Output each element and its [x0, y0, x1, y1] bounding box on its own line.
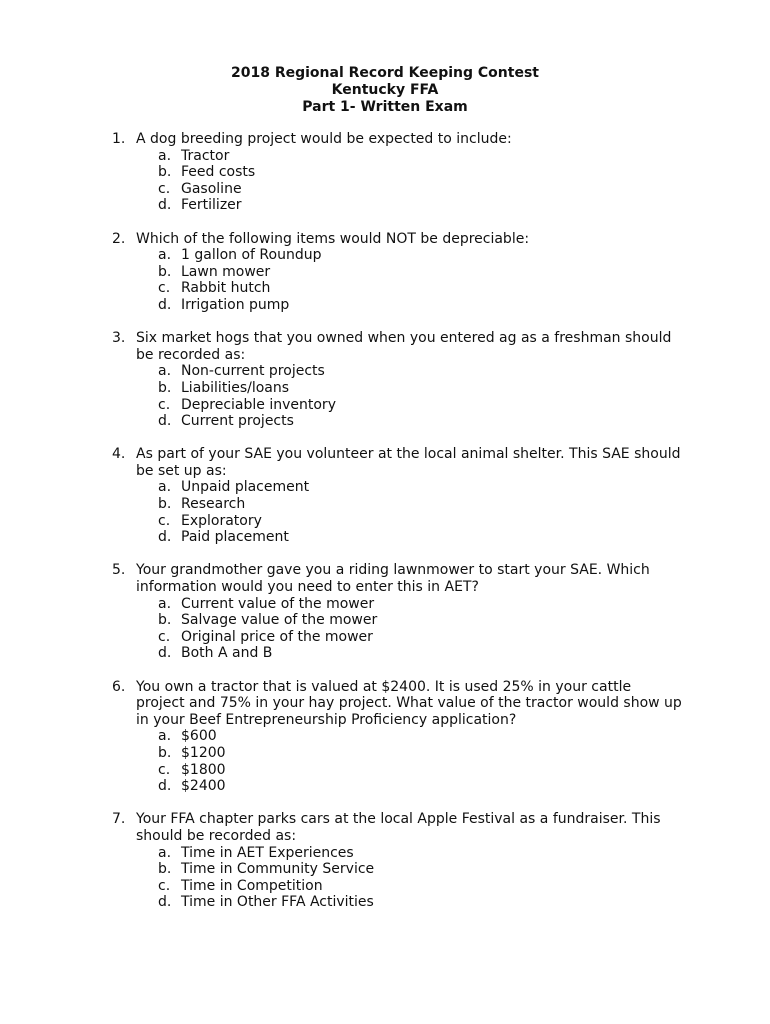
option-letter: c.	[158, 628, 171, 645]
answer-option	[136, 181, 682, 198]
answer-option	[136, 596, 682, 613]
question-3	[112, 330, 682, 430]
question-number: 4.	[112, 446, 126, 463]
answer-options	[136, 479, 682, 545]
answer-options	[136, 596, 682, 662]
option-letter: a.	[158, 479, 172, 496]
option-letter: d.	[158, 645, 172, 662]
option-letter: d.	[158, 778, 172, 795]
question-list	[112, 131, 682, 928]
option-letter: b.	[158, 164, 172, 181]
option-letter: b.	[158, 744, 172, 761]
option-text: Gasoline	[181, 180, 242, 197]
answer-option	[136, 479, 682, 496]
question-text: Your grandmother gave you a riding lawnmower to start your SAE. Which information would you need to enter this in AET?	[136, 562, 650, 596]
option-letter: a.	[158, 728, 172, 745]
option-text: Original price of the mower	[181, 628, 373, 645]
option-letter: d.	[158, 296, 172, 313]
option-text: Salvage value of the mower	[181, 612, 378, 629]
answer-option	[136, 745, 682, 762]
option-text: $600	[181, 728, 217, 745]
option-letter: a.	[158, 363, 172, 380]
option-letter: c.	[158, 761, 171, 778]
option-letter: b.	[158, 861, 172, 878]
answer-option	[136, 645, 682, 662]
question-number: 6.	[112, 678, 126, 695]
option-letter: b.	[158, 263, 172, 280]
contest-title: 2018 Regional Record Keeping Contest	[231, 65, 539, 81]
answer-option	[136, 878, 682, 895]
option-text: Time in AET Experiences	[181, 844, 354, 861]
option-text: Rabbit hutch	[181, 280, 271, 297]
option-text: Liabilities/loans	[181, 379, 290, 396]
option-text: Both A and B	[181, 645, 273, 662]
answer-options	[136, 363, 682, 429]
answer-option	[136, 380, 682, 397]
option-text: Fertilizer	[181, 197, 242, 214]
answer-option	[136, 297, 682, 314]
option-letter: d.	[158, 413, 172, 430]
question-text: A dog breeding project would be expected to include:	[136, 131, 512, 147]
option-text: 1 gallon of Roundup	[181, 247, 322, 264]
organization-name: Kentucky FFA	[331, 82, 439, 98]
question-2	[112, 231, 682, 314]
option-letter: a.	[158, 247, 172, 264]
question-5	[112, 562, 682, 662]
option-letter: d.	[158, 197, 172, 214]
option-text: Current projects	[181, 413, 294, 430]
answer-option	[136, 496, 682, 513]
answer-option	[136, 363, 682, 380]
answer-option	[136, 197, 682, 214]
option-text: Tractor	[181, 147, 230, 164]
answer-option	[136, 148, 682, 165]
answer-option	[136, 413, 682, 430]
option-letter: c.	[158, 877, 171, 894]
answer-options	[136, 148, 682, 214]
answer-option	[136, 629, 682, 646]
answer-option	[136, 778, 682, 795]
option-letter: c.	[158, 180, 171, 197]
answer-options	[136, 728, 682, 794]
option-text: Time in Other FFA Activities	[181, 894, 374, 911]
option-text: Lawn mower	[181, 263, 271, 280]
exam-part-title: Part 1- Written Exam	[302, 99, 468, 115]
option-text: $2400	[181, 778, 226, 795]
option-letter: d.	[158, 894, 172, 911]
question-text: You own a tractor that is valued at $2400. It is used 25% in your cattle project and 75% in your hay project. What value of the tractor would show up in your Beef Entrepreneurship Proficiency application?	[136, 678, 682, 728]
option-letter: b.	[158, 612, 172, 629]
option-letter: a.	[158, 844, 172, 861]
option-letter: c.	[158, 280, 171, 297]
answer-option	[136, 513, 682, 530]
answer-option	[136, 264, 682, 281]
question-number: 1.	[112, 131, 126, 147]
answer-option	[136, 762, 682, 779]
answer-option	[136, 280, 682, 297]
question-1	[112, 131, 682, 214]
option-text: Feed costs	[181, 164, 256, 181]
option-text: Unpaid placement	[181, 479, 310, 496]
answer-option	[136, 397, 682, 414]
option-text: Time in Community Service	[181, 861, 375, 878]
option-text: Research	[181, 496, 246, 513]
answer-option	[136, 728, 682, 745]
question-number: 7.	[112, 811, 126, 828]
answer-option	[136, 894, 682, 911]
option-text: Depreciable inventory	[181, 396, 336, 413]
question-number: 3.	[112, 330, 126, 347]
option-letter: b.	[158, 379, 172, 396]
question-text: Which of the following items would NOT be depreciable:	[136, 230, 530, 247]
question-text: Your FFA chapter parks cars at the local Apple Festival as a fundraiser. This should be recorded as:	[136, 811, 661, 844]
option-text: $1200	[181, 744, 226, 761]
option-text: Irrigation pump	[181, 296, 290, 313]
answer-option	[136, 247, 682, 264]
answer-option	[136, 845, 682, 862]
answer-option	[136, 164, 682, 181]
option-letter: c.	[158, 512, 171, 529]
option-letter: d.	[158, 529, 172, 546]
option-text: Time in Competition	[181, 877, 323, 894]
question-text: Six market hogs that you owned when you entered ag as a freshman should be recorded as:	[136, 330, 672, 363]
question-4	[112, 446, 682, 546]
option-text: Paid placement	[181, 529, 289, 546]
answer-options	[136, 247, 682, 313]
answer-option	[136, 861, 682, 878]
answer-option	[136, 612, 682, 629]
option-letter: c.	[158, 396, 171, 413]
option-letter: b.	[158, 496, 172, 513]
option-text: Exploratory	[181, 512, 262, 529]
question-text: As part of your SAE you volunteer at the local animal shelter. This SAE should be set up as:	[136, 446, 681, 479]
question-number: 2.	[112, 230, 126, 247]
question-number: 5.	[112, 562, 126, 579]
option-letter: a.	[158, 595, 172, 612]
question-6	[112, 679, 682, 795]
exam-header	[0, 65, 770, 116]
answer-option	[136, 529, 682, 546]
option-text: Current value of the mower	[181, 595, 375, 612]
question-7	[112, 811, 682, 911]
option-text: Non-current projects	[181, 363, 325, 380]
option-text: $1800	[181, 761, 226, 778]
answer-options	[136, 845, 682, 911]
option-letter: a.	[158, 147, 172, 164]
